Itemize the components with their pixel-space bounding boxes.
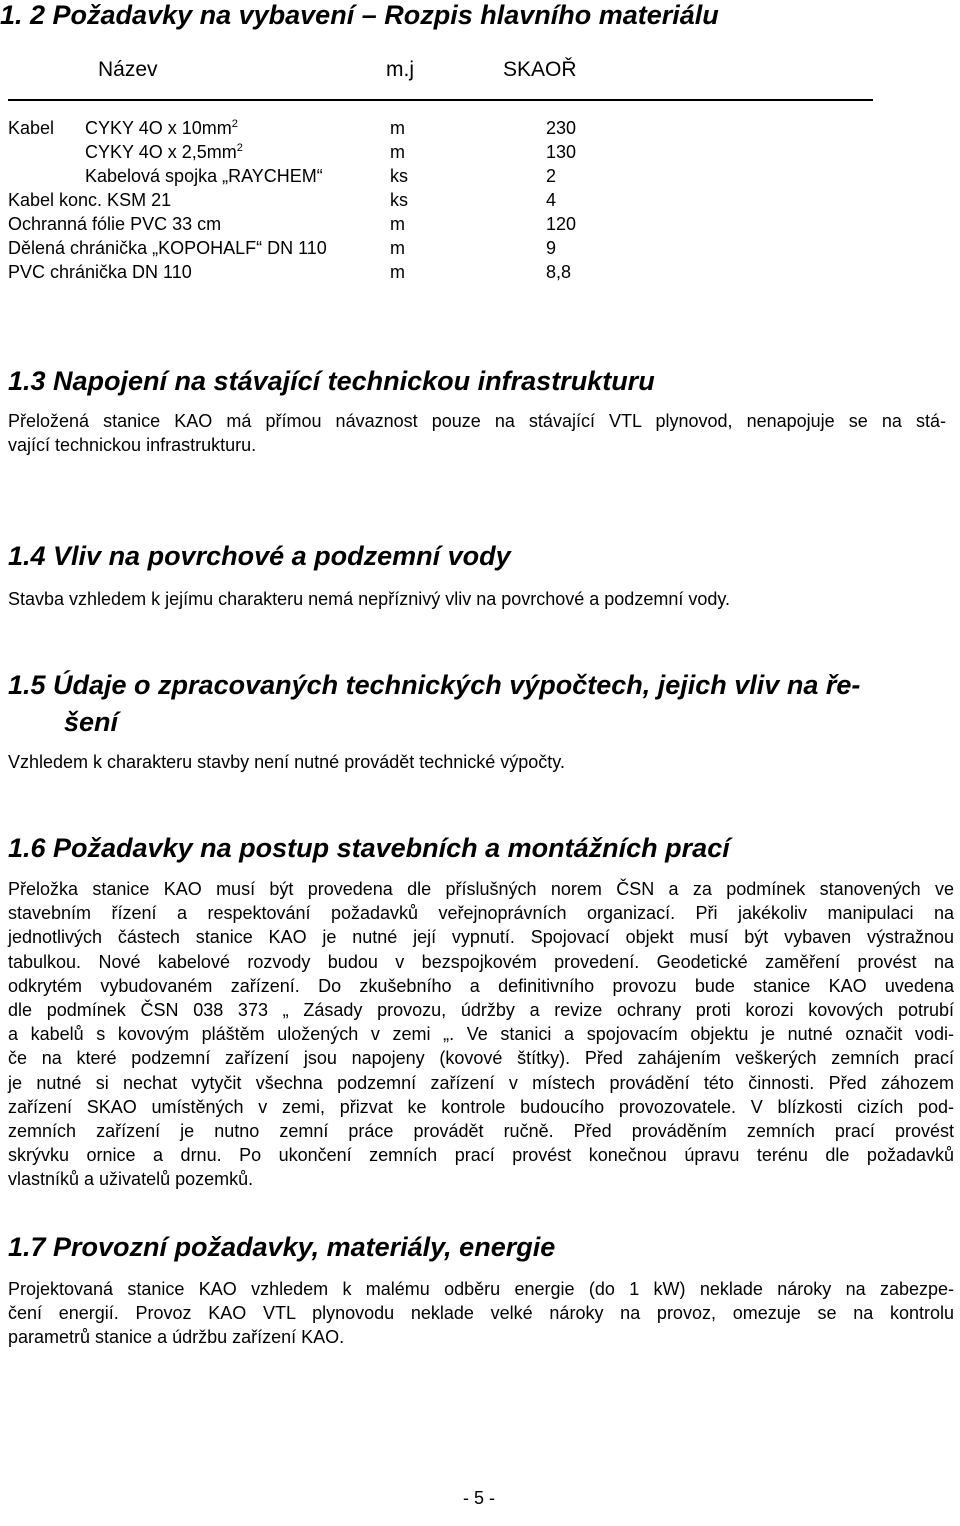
section-heading-1-3: 1.3 Napojení na stávající technickou infrastrukturu	[8, 366, 655, 396]
paragraph-line: zemních zařízení je nutno zemní práce provádět ručně. Před prováděním zemních prací provést	[8, 1121, 954, 1142]
row-label: Kabel	[8, 118, 55, 138]
table-row-qty: 2	[546, 166, 557, 186]
table-row-unit: m	[390, 238, 405, 258]
paragraph-line: jednotlivých částech stanice KAO je nutné její vypnutí. Spojovací objekt musí být vybaven výstražnou	[8, 927, 954, 948]
table-row-qty: 120	[546, 214, 577, 234]
table-row-unit: m	[390, 214, 405, 234]
paragraph-line: če na které podzemní zařízení jsou napojeny (kovové štítky). Před zahájením veškerých zemních prací	[8, 1048, 954, 1069]
paragraph-line: odkrytém vybudovaném zařízení. Do zkušebního a definitivního provozu bude stanice KAO uvedena	[8, 975, 954, 996]
table-row-qty: 9	[546, 238, 557, 258]
table-row-name: Kabelová spojka „RAYCHEM“	[85, 166, 323, 186]
section-heading-1-5: 1.5 Údaje o zpracovaných technických výpočtech, jejich vliv na ře-	[8, 670, 861, 700]
table-row-name: CYKY 4O x $2,5mm^2$	[85, 142, 243, 162]
paragraph-line: dle podmínek ČSN 038 373 „ Zásady provozu, údržby a revize ochrany proti korozi kovových potrubí	[8, 1000, 954, 1021]
paragraph-line: vlastníků a uživatelů pozemků.	[8, 1169, 254, 1190]
paragraph-line: a kabelů s kovovým pláštěm uložených v zemi „. Ve stanici a spojovacím objektu je nutné označit vodi-	[8, 1024, 954, 1045]
section-body-1-6	[8, 877, 954, 1192]
paragraph-line: Přeložená stanice KAO má přímou návaznost pouze na stávající VTL plynovod, nenapojuje se na stá-	[8, 411, 946, 431]
page-number: - 5 -	[463, 1488, 496, 1508]
section-body-1-5	[8, 750, 946, 774]
column-header-qty: SKAOŘ	[503, 58, 577, 81]
table-row-name: Kabel konc. KSM 21	[8, 190, 172, 210]
column-header-name: Název	[98, 58, 158, 81]
section-heading-1-7: 1.7 Provozní požadavky, materiály, energie	[8, 1232, 556, 1262]
table-row-unit: ks	[390, 166, 408, 186]
section-heading-1-5-cont: šení	[64, 707, 119, 737]
paragraph-line: Stavba vzhledem k jejímu charakteru nemá nepříznivý vliv na povrchové a podzemní vody.	[8, 589, 731, 609]
table-row-qty: 230	[546, 118, 577, 138]
section-heading-1-6: 1.6 Požadavky na postup stavebních a montážních prací	[8, 833, 730, 863]
table-header-rule	[8, 99, 873, 101]
table-row-qty: 4	[546, 190, 557, 210]
table-row-unit: ks	[390, 190, 408, 210]
table-row-qty: 8,8	[546, 262, 572, 282]
paragraph-line: stavebním řízení a respektování požadavků veřejnoprávních organizací. Při jakékoliv manipulaci na	[8, 903, 954, 924]
section-body-1-7	[8, 1277, 954, 1350]
paragraph-line: vající technickou infrastrukturu.	[8, 435, 257, 456]
table-row-qty: 130	[546, 142, 577, 162]
section-body-1-4	[8, 587, 946, 611]
table-row-unit: m	[390, 262, 405, 282]
section-heading-1-4: 1.4 Vliv na povrchové a podzemní vody	[8, 541, 511, 571]
table-row-name: Dělená chránička „KOPOHALF“ DN 110	[8, 238, 327, 258]
paragraph-line: čení energií. Provoz KAO VTL plynovodu neklade velké nároky na provoz, omezuje se na kontrolu	[8, 1303, 954, 1324]
paragraph-line: parametrů stanice a údržbu zařízení KAO.	[8, 1327, 345, 1348]
section-heading-1-2: 1. 2 Požadavky na vybavení – Rozpis hlavního materiálu	[0, 0, 719, 30]
table-row-name: PVC chránička DN 110	[8, 262, 192, 282]
table-row-unit: m	[390, 118, 405, 138]
table-row-name: CYKY 4O x $10mm^2$	[85, 118, 238, 138]
table-row-unit: m	[390, 142, 405, 162]
paragraph-line: Přeložka stanice KAO musí být provedena dle příslušných norem ČSN a za podmínek stanovených ve	[8, 879, 954, 899]
paragraph-line: tabulkou. Nové kabelové rozvody budou v bezspojkovém provedení. Geodetické zaměření provést na	[8, 951, 954, 972]
paragraph-line: zařízení SKAO umístěných v zemi, přizvat ke kontrole budoucího provozovatele. V blízkosti cizích pod-	[8, 1096, 954, 1117]
paragraph-line: je nutné si nechat vytyčit všechna podzemní zařízení v místech provádění této činnosti. Před záhozem	[8, 1072, 954, 1093]
section-body-1-3	[8, 409, 946, 457]
paragraph-line: Vzhledem k charakteru stavby není nutné provádět technické výpočty.	[8, 752, 565, 772]
table-row-name: Ochranná fólie PVC 33 cm	[8, 214, 222, 234]
paragraph-line: skrývku ornice a drnu. Po ukončení zemních prací provést konečnou úpravu terénu dle požadavků	[8, 1145, 954, 1166]
column-header-unit: m.j	[386, 58, 414, 81]
paragraph-line: Projektovaná stanice KAO vzhledem k malému odběru energie (do 1 kW) neklade nároky na zabezpe-	[8, 1279, 954, 1299]
